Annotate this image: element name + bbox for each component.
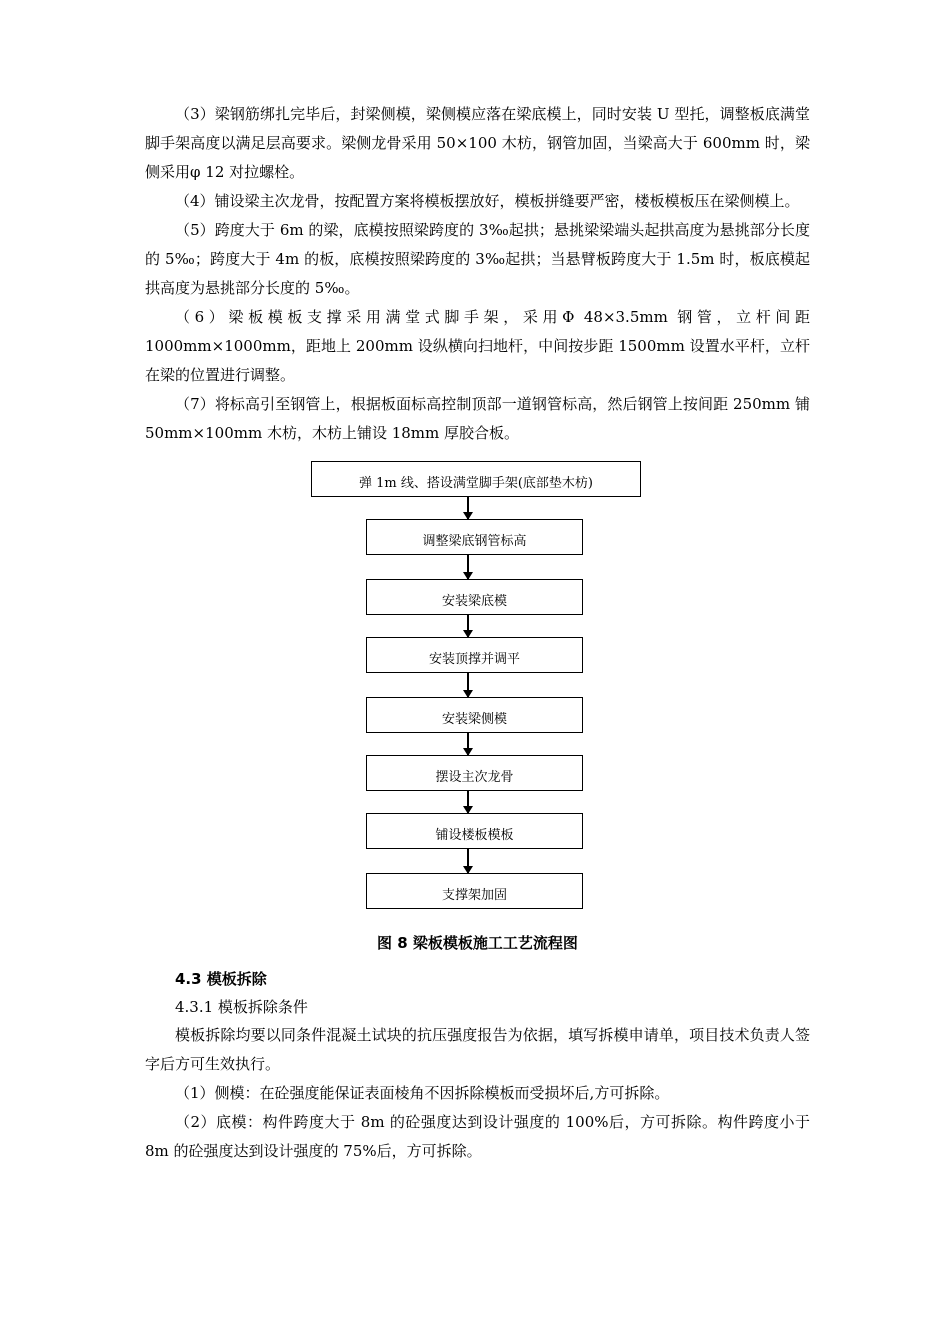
flow-arrow-5 — [467, 733, 469, 755]
paragraph-elevation: （7）将标高引至钢管上，根据板面标高控制顶部一道钢管标高，然后钢管上按间距 250mm 铺 50mm×100mm 木枋，木枋上铺设 18mm 厚胶合板。 — [145, 395, 810, 442]
paragraph-side-formwork-removal: （1）侧模：在砼强度能保证表面棱角不因拆除模板而受损坏后,方可拆除。 — [175, 1084, 670, 1102]
paragraph-removal-basis: 模板拆除均要以同条件混凝土试块的抗压强度报告为依据，填写拆模申请单，项目技术负责人签字后方可生效执行。 — [145, 1026, 810, 1073]
flow-arrow-7 — [467, 849, 469, 873]
flow-arrow-2 — [467, 555, 469, 579]
flow-step-1: 弹 1m 线、搭设满堂脚手架(底部垫木枋) — [311, 461, 641, 497]
flow-step-8: 支撑架加固 — [366, 873, 583, 909]
figure-caption: 图 8 梁板模板施工工艺流程图 — [377, 934, 578, 952]
flow-arrow-4 — [467, 673, 469, 697]
flow-step-5: 安装梁侧模 — [366, 697, 583, 733]
flow-arrow-3 — [467, 615, 469, 637]
flow-step-6: 摆设主次龙骨 — [366, 755, 583, 791]
flow-step-2: 调整梁底钢管标高 — [366, 519, 583, 555]
paragraph-scaffold-support: （6）梁板模板支撑采用满堂式脚手架，采用Φ 48×3.5mm 钢管，立杆间距 1000mm×1000mm，距地上 200mm 设纵横向扫地杆，中间按步距 1500mm 设置水平杆，立杆在梁的位置进行调整。 — [145, 308, 810, 384]
paragraph-bottom-formwork-removal: （2）底模：构件跨度大于 8m 的砼强度达到设计强度的 100%后，方可拆除。构件跨度小于 8m 的砼强度达到设计强度的 75%后，方可拆除。 — [145, 1113, 810, 1160]
paragraph-keel-laying: （4）铺设梁主次龙骨，按配置方案将模板摆放好，模板拼缝要严密，楼板模板压在梁侧模上。 — [175, 192, 800, 210]
paragraph-camber: （5）跨度大于 6m 的梁，底模按照梁跨度的 3‰起拱；悬挑梁梁端头起拱高度为悬挑部分长度的 5‰；跨度大于 4m 的板，底模按照梁跨度的 3‰起拱；当悬臂板跨度大于 1.5m 时，板底模起拱高度为悬挑部分长度的 5‰。 — [145, 221, 810, 297]
flow-step-7: 铺设楼板模板 — [366, 813, 583, 849]
section-heading: 4.3 模板拆除 — [175, 970, 267, 988]
section-subheading: 4.3.1 模板拆除条件 — [175, 998, 308, 1016]
process-flowchart — [145, 461, 810, 931]
paragraph-beam-side-formwork: （3）梁钢筋绑扎完毕后，封梁侧模，梁侧模应落在梁底模上，同时安装 U 型托，调整板底满堂脚手架高度以满足层高要求。梁侧龙骨采用 50×100 木枋，钢管加固，当梁高大于 600mm 时，梁侧采用φ 12 对拉螺栓。 — [145, 105, 810, 181]
flow-step-4: 安装顶撑并调平 — [366, 637, 583, 673]
flow-step-3: 安装梁底模 — [366, 579, 583, 615]
flow-arrow-1 — [467, 497, 469, 519]
flow-arrow-6 — [467, 791, 469, 813]
document-page — [145, 100, 810, 1166]
